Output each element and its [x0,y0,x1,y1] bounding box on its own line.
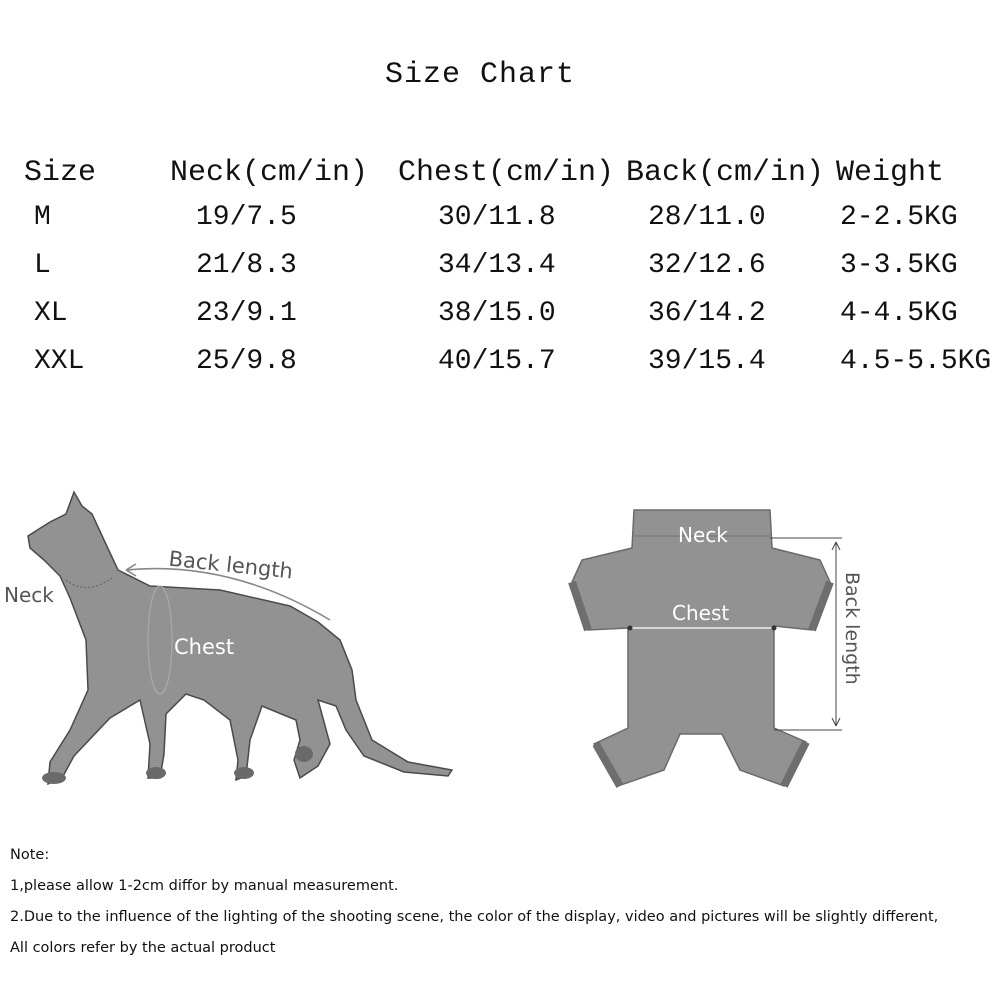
chest-cell: 38/15.0 [438,298,556,329]
chest-cell: 30/11.8 [438,202,556,233]
weight-cell: 3-3.5KG [840,250,958,281]
size-cell: L [34,250,51,281]
chest-dot [628,626,633,631]
back-cell: 32/12.6 [648,250,766,281]
cat-measurement-illustration [0,480,480,800]
note-heading: Note: [10,847,50,863]
table-row [24,200,994,248]
neck-cell: 25/9.8 [196,346,297,377]
table-header-row [24,150,994,200]
chest-dot [772,626,777,631]
table-row [24,296,994,344]
cat-chest-label: Chest [174,635,235,659]
note-line: All colors refer by the actual product [10,940,276,956]
neck-cell: 19/7.5 [196,202,297,233]
cat-neck-label: Neck [4,583,54,607]
chest-cell: 40/15.7 [438,346,556,377]
notes-section [10,840,995,964]
page-title: Size Chart [384,58,576,92]
size-cell: XL [34,298,68,329]
size-cell: M [34,202,51,233]
chest-cell: 34/13.4 [438,250,556,281]
weight-cell: 4-4.5KG [840,298,958,329]
header-neck: Neck(cm/in) [170,156,369,190]
cat-back-label: Back length [167,546,295,584]
paw-shape [146,767,166,779]
note-line: 1,please allow 1-2cm diffor by manual measurement. [10,878,399,894]
paw-shape [234,767,254,779]
table-row [24,344,994,392]
suit-chest-label: Chest [672,601,730,625]
suit-body [572,510,830,786]
header-size: Size [24,156,97,190]
header-back: Back(cm/in) [626,156,825,190]
paw-shape [295,746,313,762]
back-cell: 39/15.4 [648,346,766,377]
suit-neck-label: Neck [678,523,728,547]
neck-cell: 23/9.1 [196,298,297,329]
header-chest: Chest(cm/in) [398,156,615,190]
suit-back-label: Back length [841,572,863,685]
size-table [24,150,994,392]
back-cell: 36/14.2 [648,298,766,329]
header-weight: Weight [836,156,945,190]
cat-silhouette [28,492,452,784]
weight-cell: 2-2.5KG [840,202,958,233]
neck-cell: 21/8.3 [196,250,297,281]
note-line: 2.Due to the influence of the lighting of the shooting scene, the color of the display, video and pictures will be slightly different, [10,909,939,925]
size-cell: XXL [34,346,85,377]
suit-measurement-illustration [560,500,880,800]
back-cell: 28/11.0 [648,202,766,233]
table-row [24,248,994,296]
weight-cell: 4.5-5.5KG [840,346,992,377]
paw-shape [42,772,66,784]
